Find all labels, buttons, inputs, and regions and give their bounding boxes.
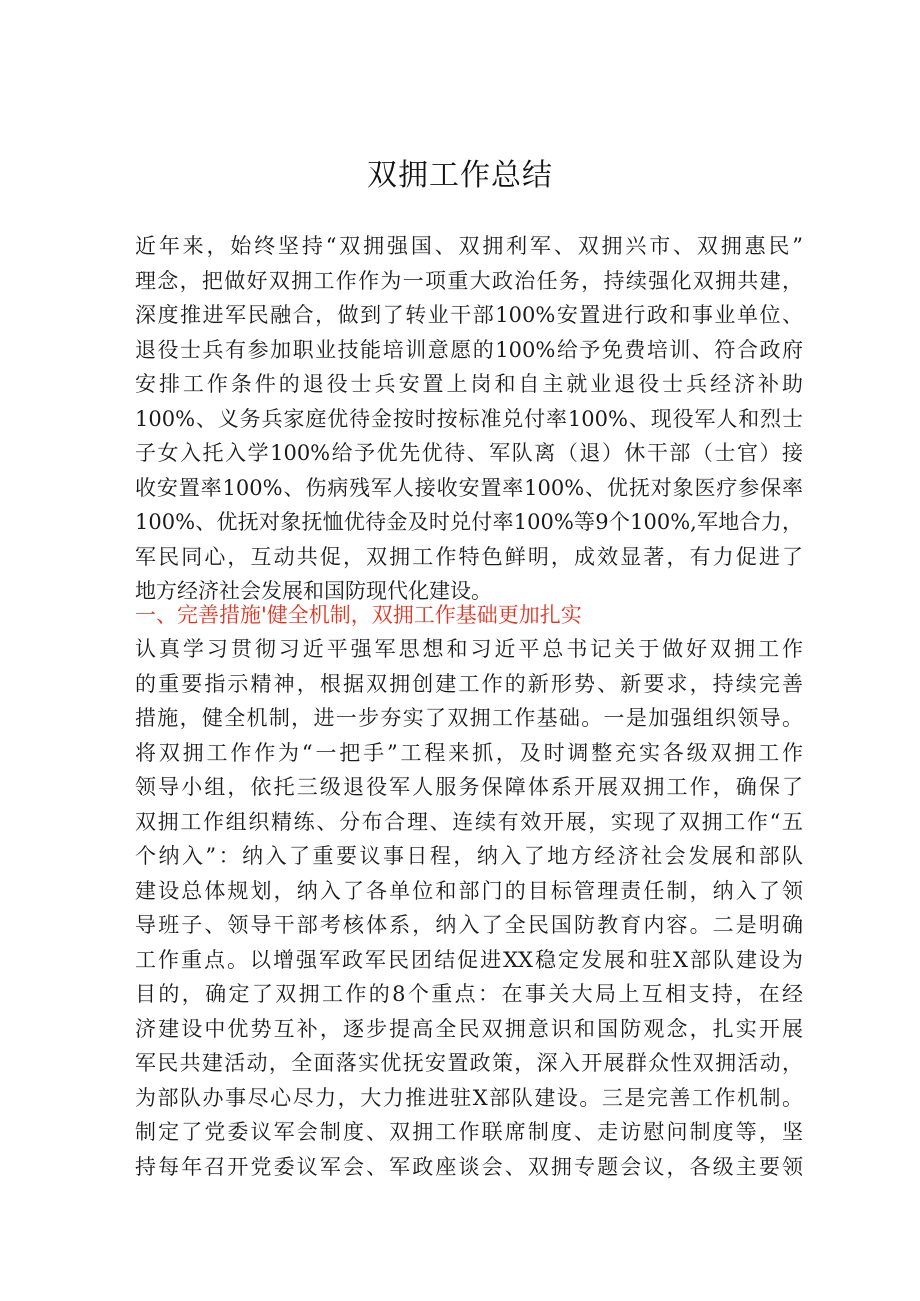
text-line: 100%、优抚对象抚恤优待金及时兑付率100%等9个100%,军地合力， (135, 510, 803, 534)
text-line: 深度推进军民融合，做到了转业干部100%安置进行政和事业单位、 (135, 303, 803, 327)
text-line: 领导小组，依托三级退役军人服务保障体系开展双拥工作，确保了 (135, 775, 803, 799)
text-line: 持每年召开党委议军会、军政座谈会、双拥专题会议，各级主要领 (135, 1154, 803, 1179)
section-heading: 一、完善措施'健全机制，双拥工作基础更加扎实 (135, 603, 582, 627)
text-line: 目的，确定了双拥工作的8个重点：在事关大局上互相支持，在经 (135, 982, 803, 1006)
text-line: 工作重点。以增强军政军民团结促进XX稳定发展和驻X部队建设为 (135, 947, 803, 972)
text-line: 收安置率100%、伤病残军人接收安置率100%、优抚对象医疗参保率 (135, 475, 803, 500)
text-line: 近年来，始终坚持“双拥强国、双拥利军、双拥兴市、双拥惠民” (135, 234, 803, 258)
text-line: 认真学习贯彻习近平强军思想和习近平总书记关于做好双拥工作 (135, 637, 803, 661)
text-line: 100%、义务兵家庭优待金按时按标准兑付率100%、现役军人和烈士 (135, 406, 803, 431)
document-title: 双拥工作总结 (367, 158, 553, 193)
text-line: 个纳入”：纳入了重要议事日程，纳入了地方经济社会发展和部队 (135, 844, 803, 868)
text-line: 理念，把做好双拥工作作为一项重大政治任务，持续强化双拥共建， (135, 268, 803, 293)
text-line: 子女入托入学100%给予优先优待、军队离（退）休干部（士官）接 (135, 441, 803, 465)
text-line: 将双拥工作作为“一把手”工程来抓，及时调整充实各级双拥工作 (135, 740, 803, 765)
text-line: 制定了党委议军会制度、双拥工作联席制度、走访慰问制度等，坚 (135, 1120, 803, 1144)
text-line: 的重要指示精神，根据双拥创建工作的新形势、新要求，持续完善 (135, 671, 803, 696)
text-line: 为部队办事尽心尽力，大力推进驻X部队建设。三是完善工作机制。 (135, 1085, 803, 1110)
text-line: 地方经济社会发展和国防现代化建设。 (135, 579, 492, 603)
text-line: 措施，健全机制，进一步夯实了双拥工作基础。一是加强组织领导。 (135, 706, 803, 730)
text-line: 军民共建活动，全面落实优抚安置政策，深入开展群众性双拥活动， (135, 1051, 803, 1075)
text-line: 建设总体规划，纳入了各单位和部门的目标管理责任制，纳入了领 (135, 878, 803, 903)
text-line: 退役士兵有参加职业技能培训意愿的100%给予免费培训、符合政府 (135, 337, 803, 362)
text-line: 导班子、领导干部考核体系，纳入了全民国防教育内容。二是明确 (135, 913, 803, 937)
text-line: 安排工作条件的退役士兵安置上岗和自主就业退役士兵经济补助 (135, 372, 803, 396)
text-line: 济建设中优势互补，逐步提高全民双拥意识和国防观念，扎实开展 (135, 1016, 803, 1041)
text-line: 军民同心，互动共促，双拥工作特色鲜明，成效显著，有力促进了 (135, 544, 803, 569)
text-line: 双拥工作组织精练、分布合理、连续有效开展，实现了双拥工作“五 (135, 809, 803, 834)
intro-paragraph (135, 229, 803, 609)
section-paragraph (135, 632, 803, 1184)
